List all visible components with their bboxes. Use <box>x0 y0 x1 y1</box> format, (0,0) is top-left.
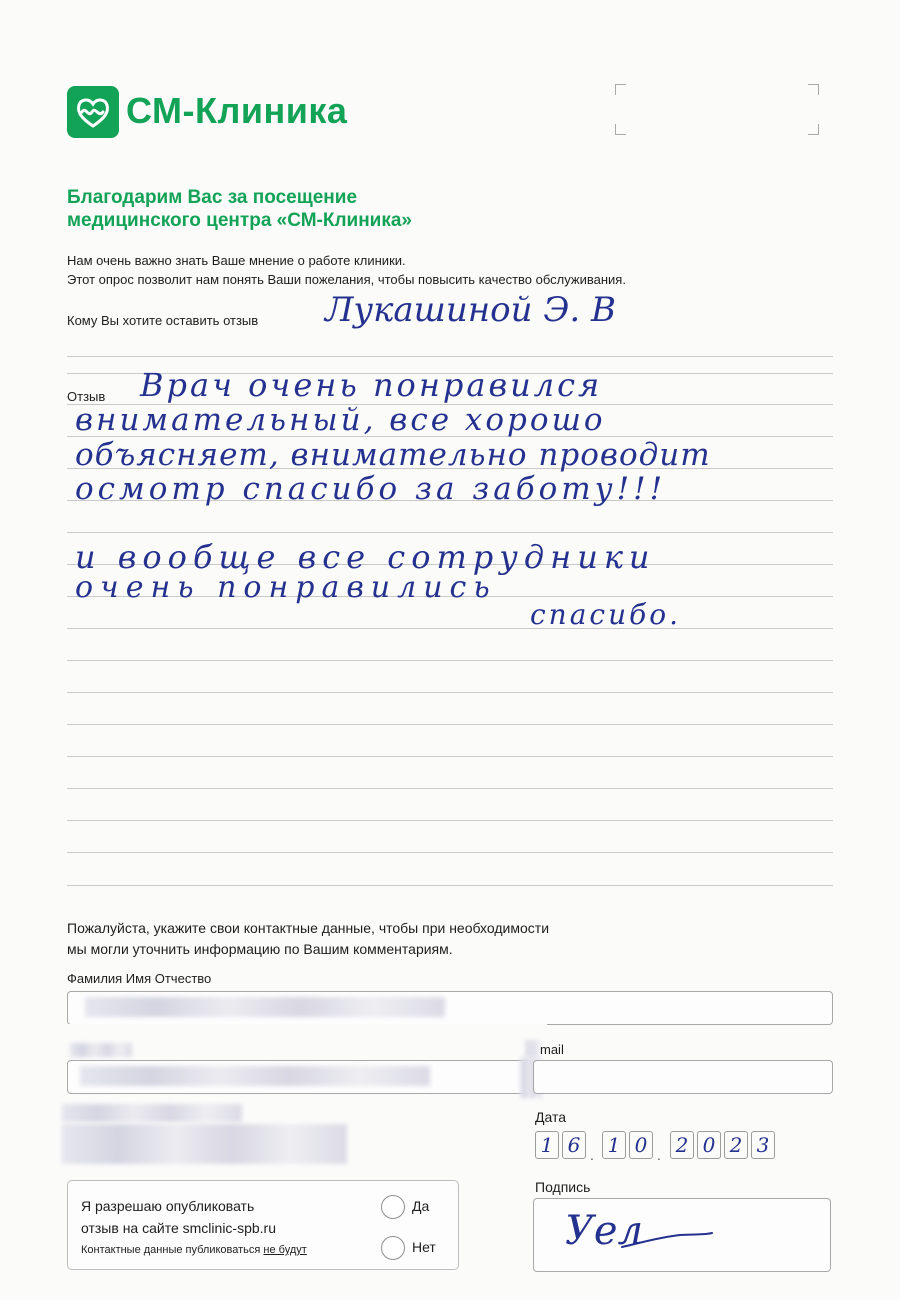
logo-heart-wave-icon <box>67 86 119 138</box>
date-digit[interactable]: 3 <box>751 1131 775 1159</box>
corner-mark-bottom-right <box>808 124 819 135</box>
radio-yes[interactable] <box>381 1195 405 1219</box>
redacted-label <box>62 1104 242 1122</box>
ruled-line <box>67 788 833 789</box>
ruled-line <box>67 724 833 725</box>
date-digit[interactable]: 1 <box>535 1131 559 1159</box>
contact-prompt-line-2: мы могли уточнить информацию по Вашим комментариям. <box>67 941 453 957</box>
date-digit[interactable]: 0 <box>629 1131 653 1159</box>
redacted-field <box>62 1124 347 1164</box>
thanks-heading <box>67 186 567 232</box>
ruled-line <box>67 852 833 853</box>
consent-note-prefix: Контактные данные публиковаться <box>81 1244 261 1256</box>
email-field[interactable] <box>533 1060 833 1094</box>
signature-label: Подпись <box>535 1179 591 1195</box>
redacted-phone <box>80 1066 430 1086</box>
review-line-5[interactable]: и вообще все сотрудники <box>75 538 656 576</box>
email-label: mail <box>540 1042 564 1057</box>
intro-line-1: Нам очень важно знать Ваше мнение о работе клиники. <box>67 253 406 268</box>
date-digit[interactable]: 0 <box>697 1131 721 1159</box>
signature-value: Уел <box>565 1208 644 1254</box>
recipient-label: Кому Вы хотите оставить отзыв <box>67 313 259 328</box>
corner-mark-top-right <box>808 84 819 95</box>
review-label: Отзыв <box>67 389 106 404</box>
date-separator: . <box>657 1147 661 1163</box>
date-digit[interactable]: 6 <box>562 1131 586 1159</box>
corner-mark-bottom-left <box>615 124 626 135</box>
redaction-patch <box>62 1024 547 1064</box>
recipient-value[interactable]: Лукашиной Э. В <box>325 290 616 330</box>
redacted-email-prefix <box>525 1040 539 1058</box>
contact-prompt-line-1: Пожалуйста, укажите свои контактные данные, чтобы при необходимости <box>67 920 550 936</box>
review-line-3[interactable]: объясняет, внимательно проводит <box>75 437 711 473</box>
consent-note-emphasis: не будут <box>263 1244 307 1256</box>
ruled-line <box>67 660 833 661</box>
review-line-7[interactable]: спасибо. <box>530 598 681 631</box>
radio-no-label: Нет <box>412 1239 436 1255</box>
corner-mark-top-left <box>615 84 626 95</box>
intro-text <box>67 251 827 289</box>
redacted-phone-label <box>70 1043 132 1057</box>
publish-consent-box <box>67 1180 459 1270</box>
ruled-line <box>67 628 833 629</box>
signature-stroke-icon <box>620 1225 715 1255</box>
thanks-line-2: медицинского центра «СМ-Клиника» <box>67 210 412 231</box>
review-line-6[interactable]: очень понравились <box>75 570 497 605</box>
ruled-line <box>67 692 833 693</box>
date-separator: . <box>590 1147 594 1163</box>
ruled-line <box>67 356 833 357</box>
contact-prompt <box>67 918 549 960</box>
consent-line-2: отзыв на сайте smclinic-spb.ru <box>81 1220 276 1236</box>
ruled-line <box>67 820 833 821</box>
date-digit[interactable]: 2 <box>670 1131 694 1159</box>
ruled-line <box>67 532 833 533</box>
review-line-2[interactable]: внимательный, все хорошо <box>75 402 606 438</box>
thanks-line-1: Благодарим Вас за посещение <box>67 187 358 208</box>
brand-name: СМ-Клиника <box>126 90 348 131</box>
radio-yes-label: Да <box>412 1198 430 1214</box>
ruled-line <box>67 756 833 757</box>
redacted-fio <box>85 997 445 1017</box>
date-label: Дата <box>535 1109 567 1125</box>
review-line-4[interactable]: осмотр спасибо за заботу!!! <box>75 471 667 507</box>
date-digit[interactable]: 2 <box>724 1131 748 1159</box>
date-digit[interactable]: 1 <box>602 1131 626 1159</box>
radio-no[interactable] <box>381 1236 405 1260</box>
brand-logo-icon <box>67 86 119 138</box>
consent-text <box>81 1195 276 1239</box>
consent-note <box>81 1244 307 1256</box>
consent-line-1: Я разрешаю опубликовать <box>81 1198 255 1214</box>
ruled-line <box>67 885 833 886</box>
intro-line-2: Этот опрос позволит нам понять Ваши пожелания, чтобы повысить качество обслуживания. <box>67 272 626 287</box>
fio-label: Фамилия Имя Отчество <box>67 971 212 986</box>
review-line-1[interactable]: Врач очень понравился <box>140 366 603 404</box>
